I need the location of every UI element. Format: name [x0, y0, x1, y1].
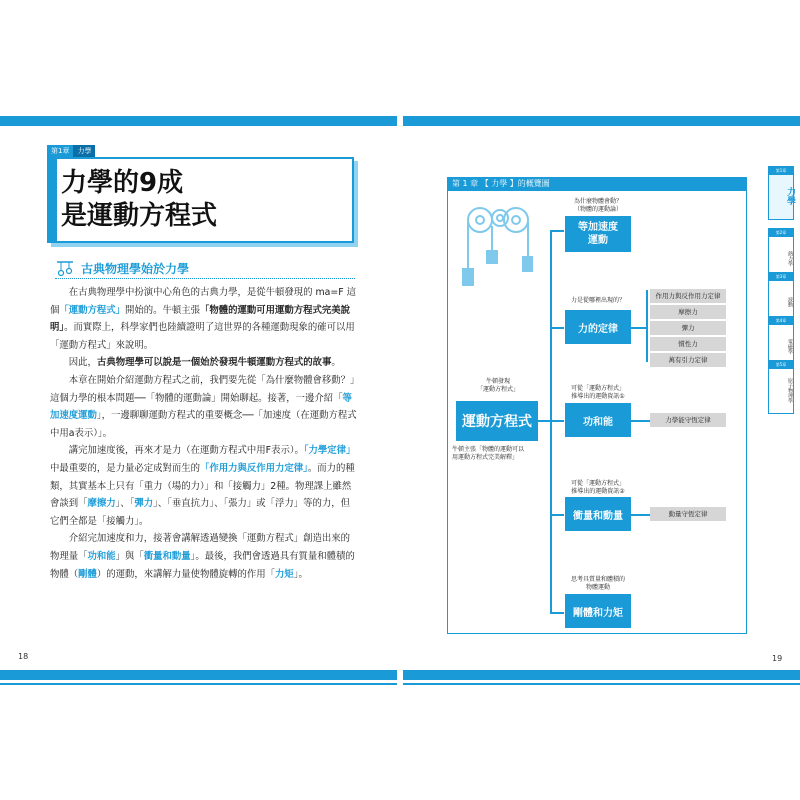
side-tab-1-label: 力學 [785, 187, 795, 205]
center-node-label: 運動方程式 [462, 414, 532, 430]
text-run: 彈力 [134, 498, 154, 510]
text-run: 」。最後，我們會透過具有質量和體積的物體（ [50, 550, 355, 580]
text-run: 「作用力與反作用力定律」 [200, 462, 308, 474]
top-band-right [403, 116, 800, 126]
force-bracket [646, 290, 648, 362]
center-caption: 牛頓發現 「運動方程式」 [476, 378, 519, 393]
diagram-title-text: 第 1 章 【 力學 】的概覽圖 [452, 179, 550, 188]
branch-5-label: 剛體和力矩 [573, 607, 623, 619]
section-underline [55, 278, 355, 280]
force-item: 萬有引力定律 [650, 353, 726, 367]
text-run: 功和能 [87, 550, 116, 562]
text-run: 因此， [68, 357, 97, 369]
text-run: 「力學定律」 [303, 445, 356, 457]
text-run: 衝量和動量 [143, 550, 191, 562]
body-paragraph [50, 284, 358, 354]
body-paragraph [50, 372, 358, 442]
branch-4-caption: 可從「運動方程式」 推導出的運動資訊② [570, 480, 625, 495]
diagram-title [447, 177, 747, 191]
text-run: 。而力的種類，其實基本上只有「重力（場的力）」和「接觸力」2種。物理課上雖然會談到「 [50, 462, 355, 510]
branch-connector-5 [550, 612, 564, 614]
force-item: 彈力 [650, 321, 726, 335]
body-paragraph [50, 530, 358, 583]
bottom-thin-left [0, 683, 397, 685]
force-connector [630, 327, 646, 329]
side-tab-2-num: 第2章 [769, 229, 793, 237]
text-run: 摩擦力 [87, 498, 116, 510]
text-run: 。 [331, 357, 341, 369]
text-run: 介紹完加速度和力，接著會講解透過變換「運動方程式」創造出來的物理量「 [50, 533, 351, 562]
energy-connector [630, 420, 650, 422]
text-run: 」，一邊聊聊運動方程式的重要概念──「加速度（在運動方程式中用a表示）」。 [50, 410, 357, 439]
energy-conservation-item: 力學能守恆定律 [650, 413, 726, 427]
text-run: 古典物理學可以說是一個始於發現牛頓運動方程式的故事 [96, 357, 332, 369]
chapter-number: 第1章 [47, 145, 73, 157]
center-connector [537, 420, 551, 422]
momentum-conservation-item: 動量守恆定律 [650, 507, 726, 521]
gears-pulley-icon [458, 198, 533, 293]
text-run: ma=F [315, 287, 344, 298]
body-paragraph [50, 442, 358, 530]
branch-connector-3 [550, 420, 564, 422]
text-run: 本章在開始介紹運動方程式之前，我們要先從「為什麼物體會移動？」這個力學的根本問題──「物體的運動論」開始聊起。接著，一邊介紹「 [50, 374, 355, 404]
branch-3-label: 功和能 [583, 416, 613, 428]
momentum-connector [630, 514, 650, 516]
chapter-tag [47, 145, 95, 157]
bottom-thin-right [403, 683, 800, 685]
text-run: 「運動方程式」 [59, 304, 126, 316]
branch-4-label: 衝量和動量 [573, 510, 623, 522]
section-heading-text: 古典物理學始於力學 [81, 262, 190, 276]
side-tab-4-num: 第4章 [769, 317, 793, 325]
text-run: 這個 [50, 287, 357, 316]
pendulum-icon [55, 258, 75, 278]
text-run: 」、「垂直抗力」、「張力」或「浮力」等的力，但它們全都是「接觸力」。 [50, 498, 351, 527]
text-run: 「物體的運動可用運動方程式完美說明」 [50, 304, 351, 334]
branch-3-caption: 可從「運動方程式」 推導出的運動資訊① [570, 385, 625, 400]
side-tab-1[interactable] [768, 166, 794, 220]
text-run: 等加速度運動 [50, 392, 352, 422]
text-run: 力矩 [275, 568, 294, 580]
branch-node-2 [565, 310, 631, 344]
branch-node-1 [565, 216, 631, 252]
force-item: 摩擦力 [650, 305, 726, 319]
section-heading [55, 258, 355, 278]
branch-2-caption: 力是從哪裡出現的？ [570, 297, 625, 304]
text-run: 。而實際上，科學家們也陸續證明了這世界的各種運動現象的確可以用「運動方程式」來說明。 [50, 322, 355, 351]
branch-node-3 [565, 403, 631, 437]
title-box [47, 157, 354, 243]
page-number-left: 18 [18, 652, 29, 661]
text-run: ）的運動，來講解力量使物體旋轉的作用「 [96, 568, 276, 580]
text-run: 開始的。牛頓主張 [125, 304, 201, 316]
page-title: 力學的9成 是運動方程式 [61, 168, 218, 231]
side-tab-3-num: 第3章 [769, 273, 793, 281]
text-run: 講完加速度後，再來才是力（在運動方程式中用F表示）。 [68, 445, 304, 457]
text-run: 」與「 [115, 550, 144, 562]
title-accent-bar [49, 159, 57, 241]
side-tab-4-label: 電磁學 [787, 338, 793, 354]
side-tab-5-label: 原子物理學 [787, 377, 793, 403]
side-tab-5[interactable] [768, 360, 794, 414]
branch-connector-1 [550, 230, 564, 232]
text-run: 」、「 [115, 498, 135, 510]
side-tab-5-num: 第5章 [769, 361, 793, 369]
text-run: 在古典物理學中扮演中心角色的古典力學，是從牛頓發現的 [68, 287, 316, 298]
branch-1-caption: 為什麼物體會動？ （物體的運動論） [573, 198, 622, 213]
chapter-subject: 力學 [73, 145, 95, 157]
side-tab-3-label: 波動 [787, 297, 793, 307]
branch-node-4 [565, 497, 631, 531]
page-number-right: 19 [772, 654, 783, 663]
side-tab-2-label: 熱力學 [787, 250, 793, 266]
bottom-band-left [0, 670, 397, 680]
force-item: 慣性力 [650, 337, 726, 351]
body-paragraph [50, 354, 358, 372]
trunk-line [550, 230, 552, 614]
text-run: 剛體 [78, 568, 97, 580]
branch-5-caption: 思考具質量和體積的 物體運動 [570, 576, 625, 591]
bottom-band-right [403, 670, 800, 680]
branch-connector-2 [550, 327, 564, 329]
body-text [50, 284, 358, 583]
force-item: 作用力與反作用力定律 [650, 289, 726, 303]
top-band-left [0, 116, 397, 126]
side-tab-1-num: 第1章 [769, 167, 793, 175]
branch-1-label: 等加速度 運動 [578, 222, 618, 246]
branch-connector-4 [550, 514, 564, 516]
text-run: 中最重要的，是力量必定成對而生的 [50, 462, 201, 474]
center-note: 牛頓主張「物體的運動可以 用運動方程式完美解釋」 [452, 446, 525, 461]
text-run: 」。 [293, 568, 308, 580]
branch-node-5 [565, 594, 631, 628]
center-node [456, 401, 538, 441]
branch-2-label: 力的定律 [578, 323, 618, 335]
